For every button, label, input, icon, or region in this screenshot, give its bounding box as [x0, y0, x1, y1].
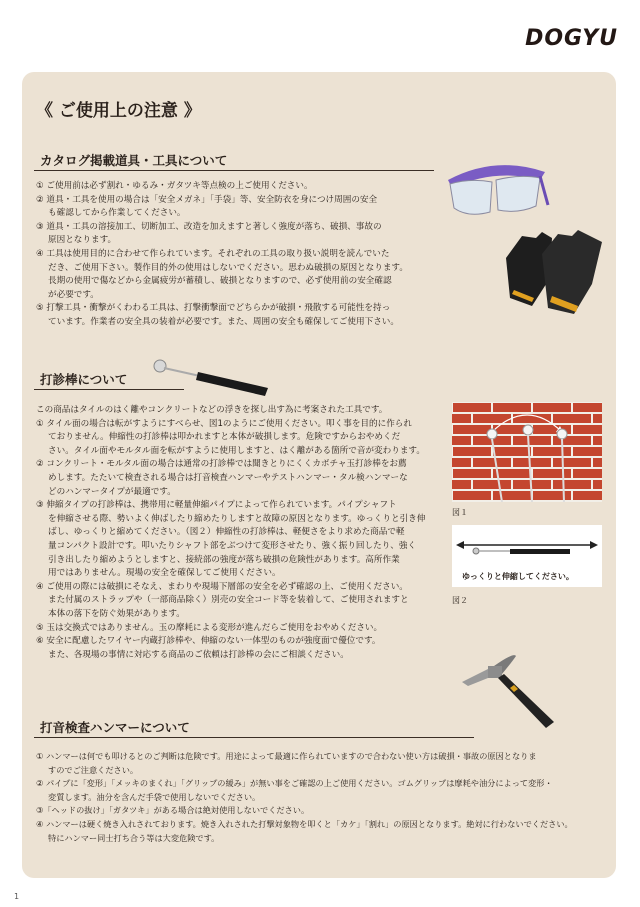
rod-line: を伸縮させる際、勢いよく伸ばしたり縮めたりしますと故障の原因となります。ゆっくりと引き伸: [48, 513, 426, 524]
rod-line: 用ではありません。現場の安全を確保してご使用ください。: [48, 568, 281, 579]
catalog-line: ④ 工具は使用目的に合わせて作られています。それぞれの工具の取り扱い説明を読んでいた: [36, 248, 390, 259]
catalog-line: も確認してから作業してください。: [48, 208, 186, 219]
rod-line: ③ 伸縮タイプの打診棒は、携帯用に軽量伸縮パイプによって作られています。パイプシャフト: [36, 500, 397, 511]
rod-line: ておりません。伸縮性の打診棒は叩かれますと本体が破損します。危険ですからおやめくだ: [48, 432, 401, 443]
hammer-section-heading: [34, 717, 474, 738]
gloves-image: [492, 228, 612, 318]
catalog-line: 長期の使用で傷などから金属疲労が蓄積し、破損となりますので、必ず使用前の安全確認: [48, 276, 392, 287]
rod-line: 本体の落下を防ぐ効果があります。: [48, 608, 185, 619]
catalog-section-heading: [34, 150, 434, 171]
rod-image: [150, 358, 278, 398]
brand-logo: DOGYU: [525, 26, 618, 51]
rod-line: また付属のストラップや（一部商品除く）別売の安全コード等を装着して、ご使用されますと: [48, 595, 409, 606]
catalog-line: ① ご使用前は必ず割れ・ゆるみ・ガタツキ等点検の上ご使用ください。: [36, 181, 313, 191]
rod-line: めします。たたいて検査される場合は打音検査ハンマーやテストハンマー・タル検ハンマーな: [48, 472, 408, 483]
hammer-line: 変質します。油分を含んだ手袋で使用しないでください。: [48, 791, 261, 802]
hammer-line: ③「ヘッドの抜け」「ガタツキ」がある場合は絶対使用しないでください。: [36, 805, 310, 816]
rod-line: どのハンマータイプが最適です。: [48, 486, 176, 497]
figure-2-caption: 図２: [452, 596, 468, 605]
figure-1-caption: 図１: [452, 508, 468, 517]
catalog-line: ⑤ 打撃工具・衝撃がくわわる工具は、打撃衝撃面でどちらかが破損・飛散する可能性を持っ: [36, 303, 391, 314]
rod-line: この商品はタイルのはく離やコンクリートなどの浮きを探し出す為に考案された工具です。: [36, 405, 388, 415]
figure-1-brick-wall: [452, 402, 602, 502]
catalog-line: 原因となります。: [48, 235, 117, 246]
rod-line: ばし、ゆっくりと縮めてください。（図２）伸縮性の打診棒は、軽便さをより求めた商品で軽: [48, 527, 405, 538]
catalog-line: ② 道具・工具を使用の場合は「安全メガネ」「手袋」等、安全防衣を身につけ周囲の安全: [36, 194, 378, 205]
page-title: 《 ご使用上の注意 》: [36, 101, 201, 121]
hammer-line: ① ハンマーは何でも叩けるとのご判断は危険です。用途によって最適に作られていますので合わない使い方は破損・事故の原因となりま: [36, 751, 537, 761]
rod-heading-text: 打診棒について: [40, 372, 128, 387]
hammer-line: すのでご注意ください。: [48, 764, 139, 775]
safety-glasses-image: [440, 150, 550, 230]
hammer-line: 特にハンマー同士打ち合う等は大変危険です。: [48, 832, 220, 843]
rod-line: ⑥ 安全に配慮したワイヤー内蔵打診棒や、伸縮のない一体型のものが強度面で優位です。: [36, 636, 381, 647]
catalog-line: ています。作業者の安全具の装着が必要です。また、周囲の安全も確保してご使用下さい。: [48, 316, 399, 327]
catalog-line: だき、ご使用下さい。製作目的外の使用はしないでください。思わぬ破損の原因となります。: [48, 262, 408, 273]
rod-text-block: [36, 404, 425, 662]
rod-line: また、各現場の事情に対応する商品のご依頼は打診棒の会にご相談ください。: [48, 649, 349, 660]
catalog-text-block: [36, 180, 408, 330]
rod-line: さい。タイル面やモルタル面を転がすように使用しますと、はく離がある箇所で音が変わります。: [48, 445, 425, 456]
figure-2-rod-diagram: [452, 531, 602, 561]
hammer-line: ④ ハンマーは硬く焼き入れされております。焼き入れされた打撃対象物を叩くと「カケ」「割れ」の原因となります。絶対に行わないでください。: [36, 818, 573, 829]
hammer-line: ② パイプに「変形」「メッキのまくれ」「グリップの緩み」が無い事をご確認の上ご使用ください。ゴムグリップは摩耗や油分によって変形・: [36, 778, 553, 789]
figure-2-box: [452, 525, 602, 587]
rod-line: 引き出したり縮めようとしますと、接続部の強度が落ち破損の危険性があります。高所作業: [48, 554, 400, 565]
catalog-heading-text: カタログ掲載道具・工具について: [40, 153, 228, 168]
hammer-text-block: [36, 750, 573, 845]
page-number: 1: [14, 892, 20, 901]
rod-line: ① タイル面の場合は転がすようにすべらせ、図1のようにご使用ください。叩く事を目的に作られ: [36, 418, 412, 429]
catalog-line: が必要です。: [48, 289, 99, 300]
rod-line: ② コンクリート・モルタル面の場合は通常の打診棒では聞きとりにくくカボチャ玉打診棒をお薦: [36, 459, 407, 470]
hammer-heading-text: 打音検査ハンマーについて: [40, 720, 190, 735]
figure-2-label: ゆっくりと伸縮してください。: [462, 572, 574, 581]
rod-line: ④ ご使用の際には破損にそなえ、まわりや現場下層部の安全を必ず確認の上、ご使用ください。: [36, 581, 408, 592]
rod-line: 量コンパクト設計です。叩いたりシャフト部をぶつけて変形させたり、強く振り回したり、強く: [48, 540, 417, 551]
catalog-line: ③ 道具・工具の溶接加工、切断加工、改造を加えますと著しく強度が落ち、破損、事故の: [36, 221, 382, 232]
rod-line: ⑤ 玉は交換式ではありません。玉の摩耗による変形が進んだらご使用をおやめください。: [36, 622, 383, 633]
